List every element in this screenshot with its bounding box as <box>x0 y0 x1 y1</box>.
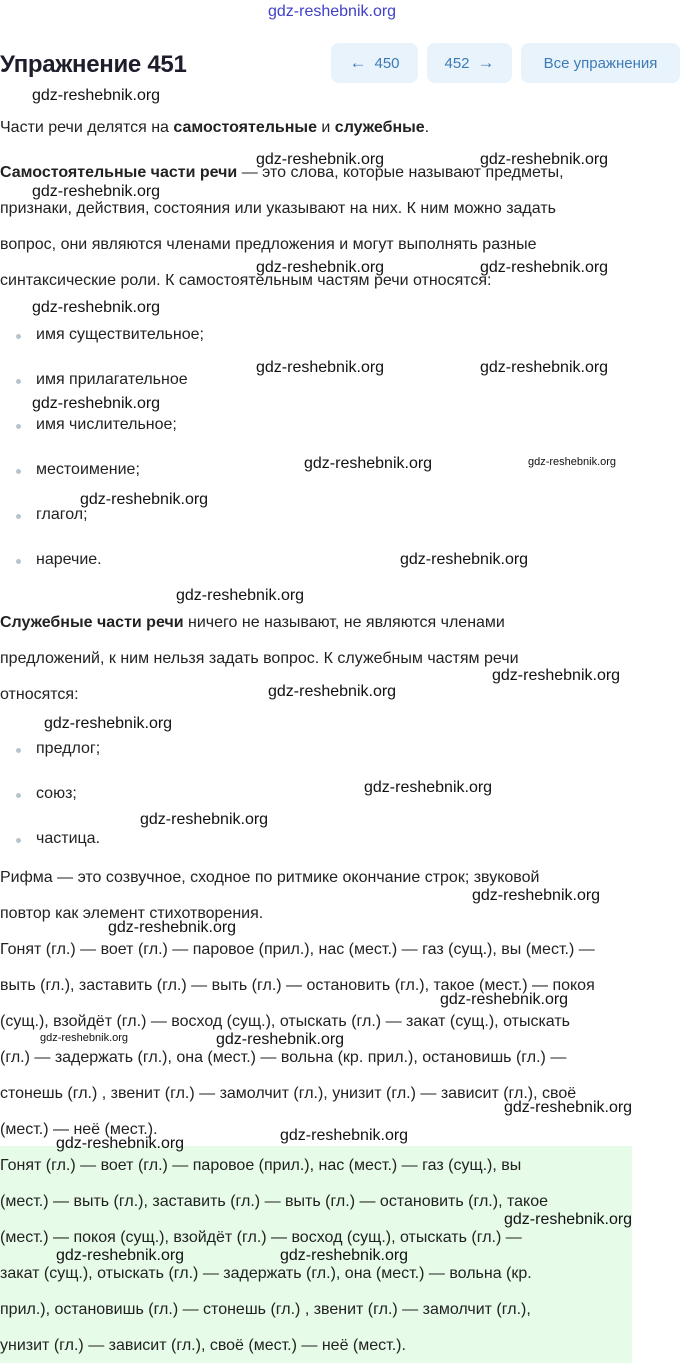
answer-line: прил.), остановишь (гл.) — стонешь (гл.) , звенит (гл.) — замолчит (гл.), <box>0 1301 531 1318</box>
answer-line: (мест.) — покоя (сущ.), взойдёт (гл.) — восход (сущ.), отыскать (гл.) — <box>0 1229 522 1246</box>
watermark: gdz-reshebnik.org <box>40 1032 129 1044</box>
watermark: gdz-reshebnik.org <box>268 683 397 700</box>
watermark: gdz-reshebnik.org <box>528 456 617 468</box>
list-item: местоимение; <box>36 461 140 478</box>
answer-line: унизит (гл.) — зависит (гл.), своё (мест.) — неё (мест.). <box>0 1337 406 1354</box>
watermark: gdz-reshebnik.org <box>472 887 601 904</box>
arrow-left-icon: ← <box>349 53 367 72</box>
rhyme-definition-line: повтор как элемент стихотворения. <box>0 905 264 922</box>
list-bullet <box>16 838 21 843</box>
watermark: gdz-reshebnik.org <box>80 491 209 508</box>
watermark: gdz-reshebnik.org <box>32 87 161 104</box>
answer-line: Гонят (гл.) — воет (гл.) — паровое (прил.), нас (мест.) — газ (сущ.), вы <box>0 1157 522 1174</box>
watermark: gdz-reshebnik.org <box>480 151 609 168</box>
watermark: gdz-reshebnik.org <box>32 299 161 316</box>
watermark: gdz-reshebnik.org <box>440 991 569 1008</box>
list-item: предлог; <box>36 740 101 757</box>
list-bullet <box>16 379 21 384</box>
independent-definition-line: Самостоятельные части речи — это слова, которые называют предметы, <box>0 164 564 181</box>
watermark: gdz-reshebnik.org <box>256 151 385 168</box>
word-pairs-line: (гл.) — задержать (гл.), она (мест.) — вольна (кр. прил.), остановишь (гл.) — <box>0 1049 567 1066</box>
word-pairs-line: (мест.) — неё (мест.). <box>0 1121 158 1138</box>
watermark: gdz-reshebnik.org <box>56 1247 185 1264</box>
all-exercises-label: Все упражнения <box>543 54 658 72</box>
list-item: союз; <box>36 785 77 802</box>
independent-definition-line: синтаксические роли. К самостоятельным частям речи относятся: <box>0 272 492 289</box>
list-item: имя существительное; <box>36 326 204 343</box>
word-pairs-line: стонешь (гл.) , звенит (гл.) — замолчит (гл.), унизит (гл.) — зависит (гл.), своё <box>0 1085 577 1102</box>
watermark: gdz-reshebnik.org <box>480 259 609 276</box>
list-bullet <box>16 424 21 429</box>
answer-line: (мест.) — выть (гл.), заставить (гл.) — выть (гл.) — остановить (гл.), такое <box>0 1193 548 1210</box>
next-exercise-label: 452 <box>444 54 470 72</box>
list-bullet <box>16 559 21 564</box>
independent-definition-line: признаки, действия, состояния или указывают на них. К ним можно задать <box>0 200 556 217</box>
watermark: gdz-reshebnik.org <box>400 551 529 568</box>
independent-definition-line: вопрос, они являются членами предложения и могут выполнять разные <box>0 236 537 253</box>
list-bullet <box>16 469 21 474</box>
watermark: gdz-reshebnik.org <box>140 811 269 828</box>
word-pairs-line: выть (гл.), заставить (гл.) — выть (гл.) — остановить (гл.), такое (мест.) — покоя <box>0 977 595 994</box>
list-bullet <box>16 334 21 339</box>
watermark: gdz-reshebnik.org <box>256 359 385 376</box>
auxiliary-definition-line: относятся: <box>0 686 79 703</box>
watermark: gdz-reshebnik.org <box>32 183 161 200</box>
next-exercise-button[interactable] <box>427 43 512 83</box>
watermark: gdz-reshebnik.org <box>56 1135 185 1152</box>
watermark: gdz-reshebnik.org <box>480 359 609 376</box>
auxiliary-definition-line: Служебные части речи ничего не называют, не являются членами <box>0 614 505 631</box>
list-bullet <box>16 514 21 519</box>
prev-exercise-button[interactable] <box>331 43 418 83</box>
watermark: gdz-reshebnik.org <box>304 455 433 472</box>
watermark: gdz-reshebnik.org <box>32 395 161 412</box>
list-item: частица. <box>36 830 101 847</box>
watermark: gdz-reshebnik.org <box>504 1211 633 1228</box>
all-exercises-button[interactable] <box>521 43 680 83</box>
list-item: глагол; <box>36 506 88 523</box>
watermark: gdz-reshebnik.org <box>108 919 237 936</box>
arrow-right-icon: → <box>477 53 495 72</box>
watermark: gdz-reshebnik.org <box>280 1247 409 1264</box>
word-pairs-line: (сущ.), взойдёт (гл.) — восход (сущ.), отыскать (гл.) — закат (сущ.), отыскать <box>0 1013 571 1030</box>
watermark: gdz-reshebnik.org <box>280 1127 409 1144</box>
watermark: gdz-reshebnik.org <box>504 1099 633 1116</box>
watermark: gdz-reshebnik.org <box>176 587 305 604</box>
watermark: gdz-reshebnik.org <box>364 779 493 796</box>
auxiliary-definition-line: предложений, к ним нельзя задать вопрос. К служебным частям речи <box>0 650 519 667</box>
answer-line: закат (сущ.), отыскать (гл.) — задержать (гл.), она (мест.) — вольна (кр. <box>0 1265 532 1282</box>
list-bullet <box>16 793 21 798</box>
page-title: Упражнение 451 <box>0 51 187 78</box>
watermark: gdz-reshebnik.org <box>216 1031 345 1048</box>
watermark: gdz-reshebnik.org <box>256 259 385 276</box>
list-item: имя числительное; <box>36 416 177 433</box>
list-bullet <box>16 748 21 753</box>
watermark: gdz-reshebnik.org <box>44 715 173 732</box>
site-watermark-top[interactable]: gdz-reshebnik.org <box>268 3 397 20</box>
rhyme-definition-line: Рифма — это созвучное, сходное по ритмике окончание строк; звуковой <box>0 869 540 886</box>
watermark: gdz-reshebnik.org <box>492 667 621 684</box>
word-pairs-line: Гонят (гл.) — воет (гл.) — паровое (прил.), нас (мест.) — газ (сущ.), вы (мест.) — <box>0 941 595 958</box>
prev-exercise-label: 450 <box>374 54 400 72</box>
list-item: имя прилагательное <box>36 371 188 388</box>
intro-text: Части речи делятся на самостоятельные и служебные. <box>0 119 430 136</box>
list-item: наречие. <box>36 551 102 568</box>
